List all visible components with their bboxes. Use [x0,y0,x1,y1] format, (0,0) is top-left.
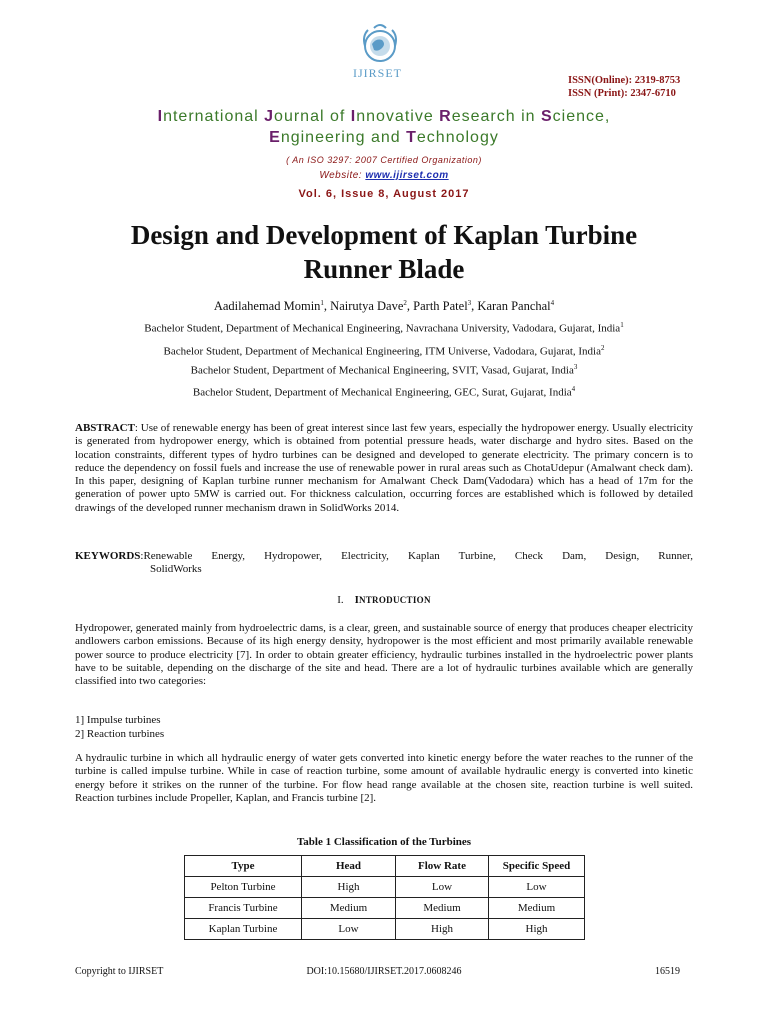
table-cell: High [489,919,585,940]
table-cell: Low [302,919,396,940]
table-header-cell: Flow Rate [396,856,489,877]
website-line [0,170,768,181]
list-item: 1] Impulse turbines [75,714,161,726]
author-name: Karan Panchal [477,299,551,314]
table-row [185,877,585,898]
intro-paragraph-1: Hydropower, generated mainly from hydroelectric dams, is a clear, green, and sustainable source of energy that produces cheaper electricity andlowers carbon emissions. Because of its high energy density, hydropower is the most efficient and most primarily available renewable power source to produce electricity [7]. In order to obtain greater efficiency, hydraulic turbines installed in the hydroelectric power plants have to be suitable, depending on the discharge of the site and head. There are a lot of hydraulic turbines available which are generally classified into two categories: [75,622,693,688]
author-affiliation-mark: 2 [403,299,407,307]
journal-word: nternational [163,108,265,125]
author-affiliation-mark: 1 [320,299,324,307]
abstract-label: ABSTRACT [75,422,135,434]
issn-print: ISSN (Print): 2347-6710 [568,88,676,99]
journal-initial: J [264,108,275,125]
table-cell: Francis Turbine [185,898,302,919]
certification: ( An ISO 3297: 2007 Certified Organization) [286,155,482,165]
website-link[interactable]: www.ijirset.com [365,170,449,181]
intro-paragraph-2: A hydraulic turbine in which all hydraulic energy of water gets converted into kinetic energy before the water reaches to the runner of the turbine is called impulse turbine. While in case of reaction turbine, some amount of available hydraulic energy is converted into kinetic energy before it strikes on the runner of the turbine. For flow head range available at the chosen site, reaction turbine is well suited. Reaction turbines include Propeller, Kaplan, and Francis turbine [2]. [75,752,693,804]
table-cell: Low [396,877,489,898]
affiliation-1: Bachelor Student, Department of Mechanical Engineering, Navrachana University, Vadodara, Gujarat, India$^1$ [144,321,624,335]
logo-text: IJIRSET [353,66,402,80]
journal-name-line1 [0,106,768,127]
table-cell: Medium [489,898,585,919]
table-cell: High [302,877,396,898]
list-item: 2] Reaction turbines [75,728,165,740]
turbine-classification-table [184,855,585,940]
keywords [75,550,693,577]
abstract [75,422,693,515]
author-name: Nairutya Dave [330,299,404,314]
table-header-cell: Head [302,856,396,877]
footer-doi: DOI:10.15680/IJIRSET.2017.0608246 [306,966,462,977]
footer-page-number: 16519 [655,966,680,977]
affiliation-4: Bachelor Student, Department of Mechanical Engineering, GEC, Surat, Gujarat, India$^4$ [192,385,576,399]
table-cell: Pelton Turbine [185,877,302,898]
journal-logo [348,22,412,66]
journal-name-line2 [0,127,768,148]
footer-copyright: Copyright to IJIRSET [75,966,164,977]
keywords-text: :Renewable Energy, Hydropower, Electricity, Kaplan Turbine, Check Dam, Design, Runner, [140,550,693,562]
journal-word: nnovative [356,108,440,125]
table-cell: Kaplan Turbine [185,919,302,940]
paper-title-line1: Design and Development of Kaplan Turbine [130,220,638,250]
paper-title-line2: Runner Blade [303,254,465,284]
table-cell: Low [489,877,585,898]
keywords-text-cont: SolidWorks [150,563,202,576]
affiliation-3: Bachelor Student, Department of Mechanical Engineering, SVIT, Vasad, Gujarat, India$^3$ [190,363,578,377]
paper-title [0,218,768,286]
author-name: Aadilahemad Momin [213,299,321,314]
table-header-cell: Type [185,856,302,877]
table-caption: Table 1 Classification of the Turbines [296,836,472,848]
journal-word: cience, [552,108,611,125]
table-row [185,898,585,919]
table-cell: High [396,919,489,940]
table-header-cell: Specific Speed [489,856,585,877]
issn-online: ISSN(Online): 2319-8753 [568,75,681,86]
table-header-row [185,856,585,877]
journal-name [0,106,768,148]
journal-initial: T [406,129,417,146]
author-affiliation-mark: 4 [550,299,555,307]
abstract-text: : Use of renewable energy has been of great interest since last few years, especially the hydropower energy. Usually electricity is generated from hydropower energy, which is obtained from potential pressure heads, water discharge and hydro sites. Based on the location constraints, different types of hydro turbines can be designed and developed to generate electricity. The primary concern is to reduce the dependency on fossil fuels and increase the use of renewable power in rural areas such as ChotaUdepur (Amalwant check dam). In this paper, designing of Kaplan turbine runner mechanism for Amalwant Check Dam(Vadodara) which has a head of 17m for the generation of power upto 5MW is carried out. For thickness calculation, occurring forces are established which is followed by detailed drawings of the developed runner mechanism drawn in SolidWorks 2014. [75,422,693,514]
journal-word: echnology [416,129,499,146]
table-cell: Medium [302,898,396,919]
journal-word: ngineering and [280,129,407,146]
author-name: Parth Patel [413,299,468,314]
journal-word: ournal of [274,108,351,125]
journal-initial: E [269,129,281,146]
journal-initial: S [540,108,553,125]
journal-word: esearch in [451,108,541,125]
table-cell: Medium [396,898,489,919]
journal-initial: R [439,108,452,125]
author-affiliation-mark: 3 [467,299,472,307]
volume-issue: Vol. 6, Issue 8, August 2017 [298,188,470,200]
table-row [185,919,585,940]
issn-block [568,74,680,100]
affiliation-2: Bachelor Student, Department of Mechanical Engineering, ITM Universe, Vadodara, Gujarat, India$^2$ [163,344,605,358]
journal-initial: I [157,108,164,125]
section-heading: I. INTRODUCTION [337,594,431,606]
turbine-category-list [75,713,164,741]
keywords-label: KEYWORDS [75,550,141,562]
website-label: Website: [319,170,366,181]
journal-initial: I [350,108,357,125]
author-list: Aadilahemad Momin$^1$, Nairutya Dave$^2$, Parth Patel$^3$, Karan Panchal$^4$ [213,299,555,314]
